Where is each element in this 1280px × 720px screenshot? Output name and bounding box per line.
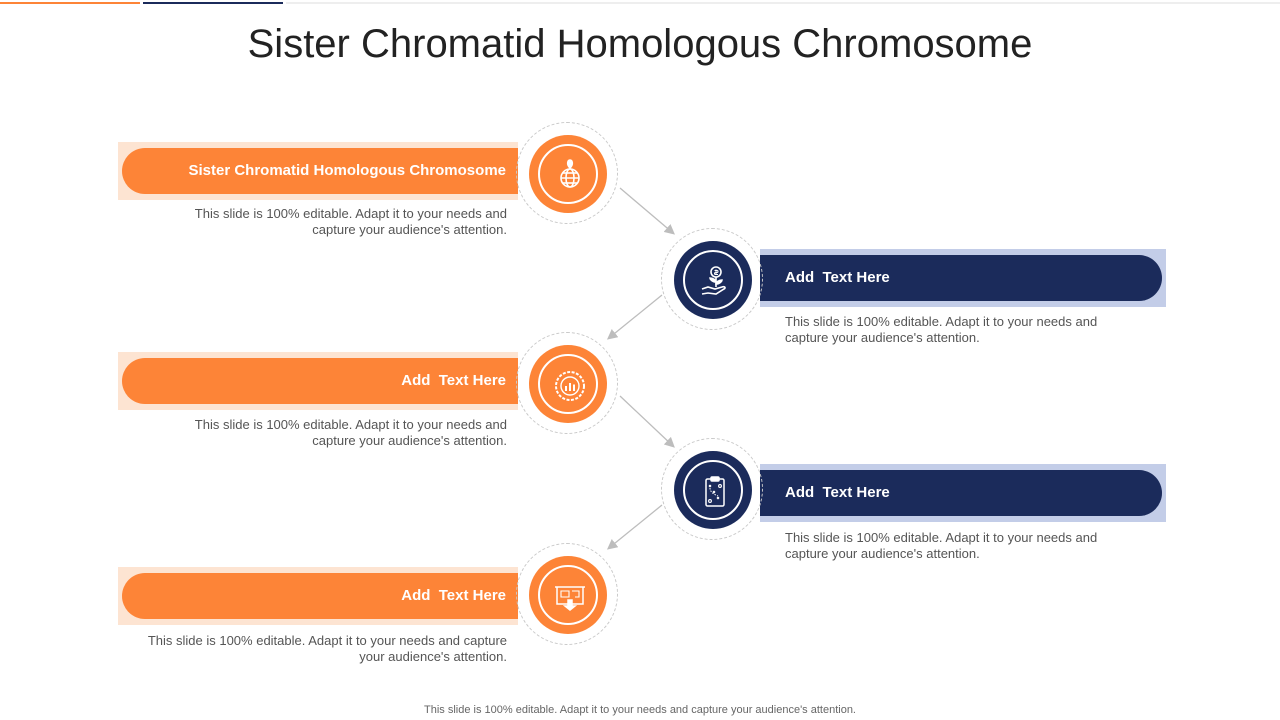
step-1-description <box>118 206 507 238</box>
step-4-description-line2: capture your audience's attention. <box>785 546 980 561</box>
step-2-label: Add Text Here <box>785 269 890 286</box>
step-4-description-line1: This slide is 100% editable. Adapt it to your needs and <box>785 530 1098 545</box>
connector-1-2 <box>620 188 673 233</box>
globe-location-icon <box>553 159 587 193</box>
step-1-inner-ring <box>538 144 598 204</box>
step-3-description-line1: This slide is 100% editable. Adapt it to your needs and <box>194 417 507 432</box>
step-1-banner <box>118 142 518 200</box>
step-5-inner-ring <box>538 565 598 625</box>
step-5-node <box>516 543 620 647</box>
step-5-label: Add Text Here <box>401 587 506 604</box>
step-3-inner-ring <box>538 354 598 414</box>
footer-note: This slide is 100% editable. Adapt it to your needs and capture your audience's attention. <box>424 704 856 716</box>
step-5-description-line2: your audience's attention. <box>359 649 507 664</box>
step-1-label: Sister Chromatid Homologous Chromosome <box>188 162 506 179</box>
chart-gauge-icon <box>553 369 587 403</box>
step-4-label: Add Text Here <box>785 484 890 501</box>
step-5-banner <box>118 567 518 625</box>
step-5-description-line1: This slide is 100% editable. Adapt it to your needs and capture <box>147 633 507 648</box>
step-2-description <box>785 314 1165 346</box>
connector-4-5 <box>609 505 662 548</box>
money-plant-hand-icon <box>698 265 732 299</box>
step-1-description-line2: capture your audience's attention. <box>312 222 507 237</box>
step-5-disc <box>529 556 607 634</box>
step-1-disc <box>529 135 607 213</box>
step-3-description-line2: capture your audience's attention. <box>312 433 507 448</box>
step-2-banner <box>760 249 1166 307</box>
blueprint-plan-icon <box>553 580 587 614</box>
step-2-inner-ring <box>683 250 743 310</box>
step-3-banner <box>118 352 518 410</box>
step-2-node <box>661 228 765 332</box>
step-4-node <box>661 438 765 542</box>
step-1-node <box>516 122 620 226</box>
step-2-description-line1: This slide is 100% editable. Adapt it to your needs and <box>785 314 1098 329</box>
strategy-clipboard-icon <box>698 475 732 509</box>
step-5-description <box>118 633 507 665</box>
step-4-banner <box>760 464 1166 522</box>
step-3-label: Add Text Here <box>401 372 506 389</box>
step-3-description <box>118 417 507 449</box>
step-2-disc <box>674 241 752 319</box>
step-3-disc <box>529 345 607 423</box>
step-1-description-line1: This slide is 100% editable. Adapt it to your needs and <box>194 206 507 221</box>
step-4-inner-ring <box>683 460 743 520</box>
step-3-node <box>516 332 620 436</box>
slide-title: Sister Chromatid Homologous Chromosome <box>247 22 1033 66</box>
step-2-description-line2: capture your audience's attention. <box>785 330 980 345</box>
step-4-disc <box>674 451 752 529</box>
step-4-description <box>785 530 1165 562</box>
